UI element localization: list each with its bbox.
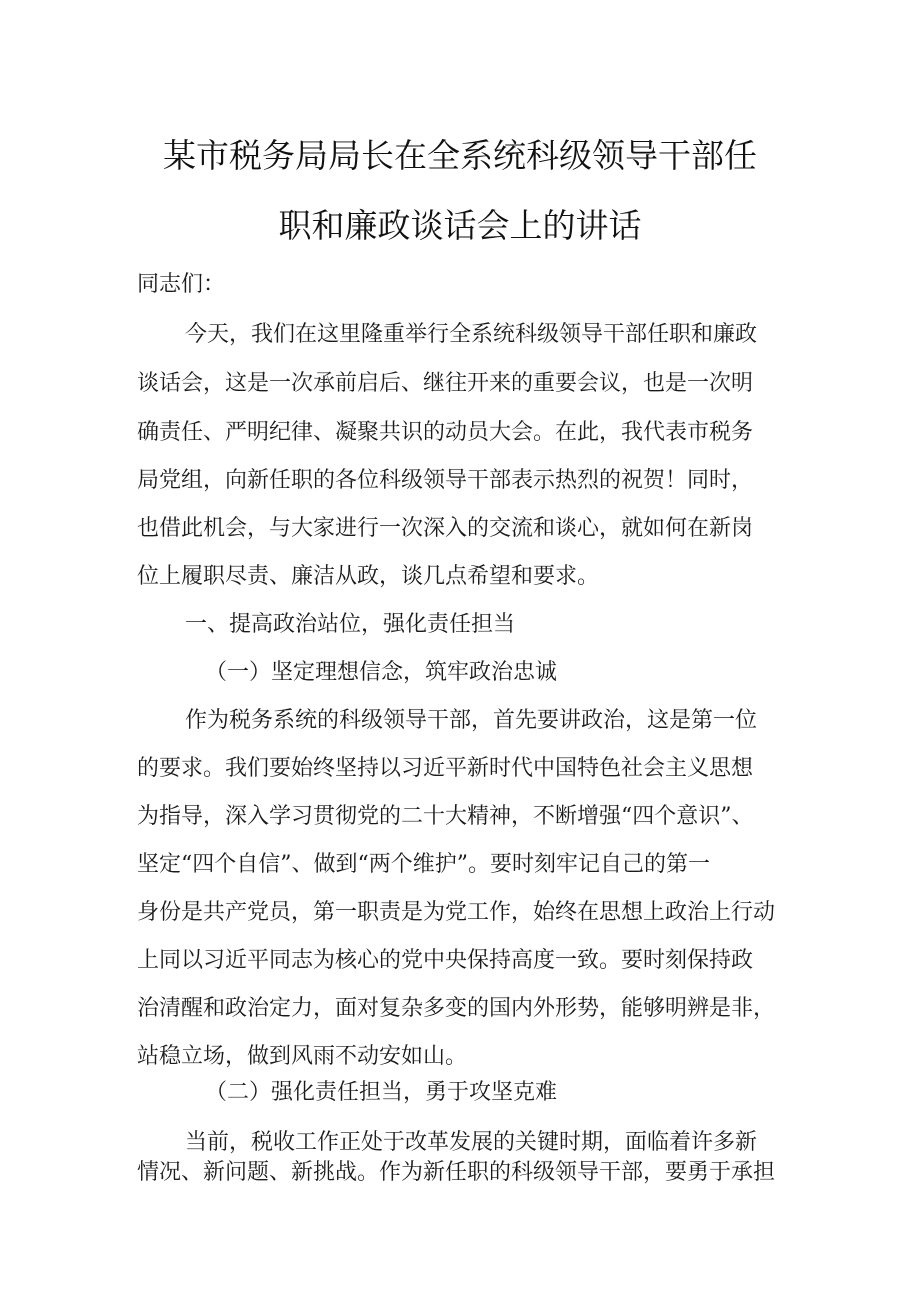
intro-line-5: 也借此机会，与大家进行一次深入的交流和谈心，就如何在新岗 xyxy=(137,516,754,541)
para1-line-8: 站稳立场，做到风雨不动安如山。 xyxy=(137,1044,468,1069)
intro-line-6: 位上履职尽责、廉洁从政，谈几点希望和要求。 xyxy=(137,564,600,589)
para1-line-6: 上同以习近平同志为核心的党中央保持高度一致。要时刻保持政 xyxy=(137,948,754,973)
section-1-heading: 一、提高政治站位，强化责任担当 xyxy=(185,612,516,637)
para1-line-3: 为指导，深入学习贯彻党的二十大精神，不断增强“四个意识”、 xyxy=(137,804,754,829)
subsection-1-heading: （一）坚定理想信念，筑牢政治忠诚 xyxy=(205,660,558,685)
para1-line-1: 作为税务系统的科级领导干部，首先要讲政治，这是第一位 xyxy=(185,708,758,733)
intro-line-2: 谈话会，这是一次承前启后、继往开来的重要会议，也是一次明 xyxy=(137,371,754,396)
intro-line-1: 今天，我们在这里隆重举行全系统科级领导干部任职和廉政 xyxy=(185,322,758,347)
subsection-2-heading: （二）强化责任担当，勇于攻坚克难 xyxy=(205,1080,558,1105)
para1-line-7: 治清醒和政治定力，面对复杂多变的国内外形势，能够明辨是非， xyxy=(137,996,776,1021)
para1-line-4: 坚定“四个自信”、做到“两个维护”。要时刻牢记自己的第一 xyxy=(137,852,710,877)
intro-line-3: 确责任、严明纪律、凝聚共识的动员大会。在此，我代表市税务 xyxy=(137,420,754,445)
salutation: 同志们： xyxy=(137,272,226,297)
para1-line-5: 身份是共产党员，第一职责是为党工作，始终在思想上政治上行动 xyxy=(137,900,776,925)
document-title-line-2: 职和廉政谈话会上的讲话 xyxy=(278,206,642,245)
para2-line-2: 情况、新问题、新挑战。作为新任职的科级领导干部，要勇于承担 xyxy=(137,1160,776,1185)
para2-line-1: 当前，税收工作正处于改革发展的关键时期，面临着许多新 xyxy=(185,1130,758,1155)
para1-line-2: 的要求。我们要始终坚持以习近平新时代中国特色社会主义思想 xyxy=(137,756,754,781)
document-title-line-1: 某市税务局局长在全系统科级领导干部任 xyxy=(163,136,757,175)
intro-line-4: 局党组，向新任职的各位科级领导干部表示热烈的祝贺！同时， xyxy=(137,468,754,493)
